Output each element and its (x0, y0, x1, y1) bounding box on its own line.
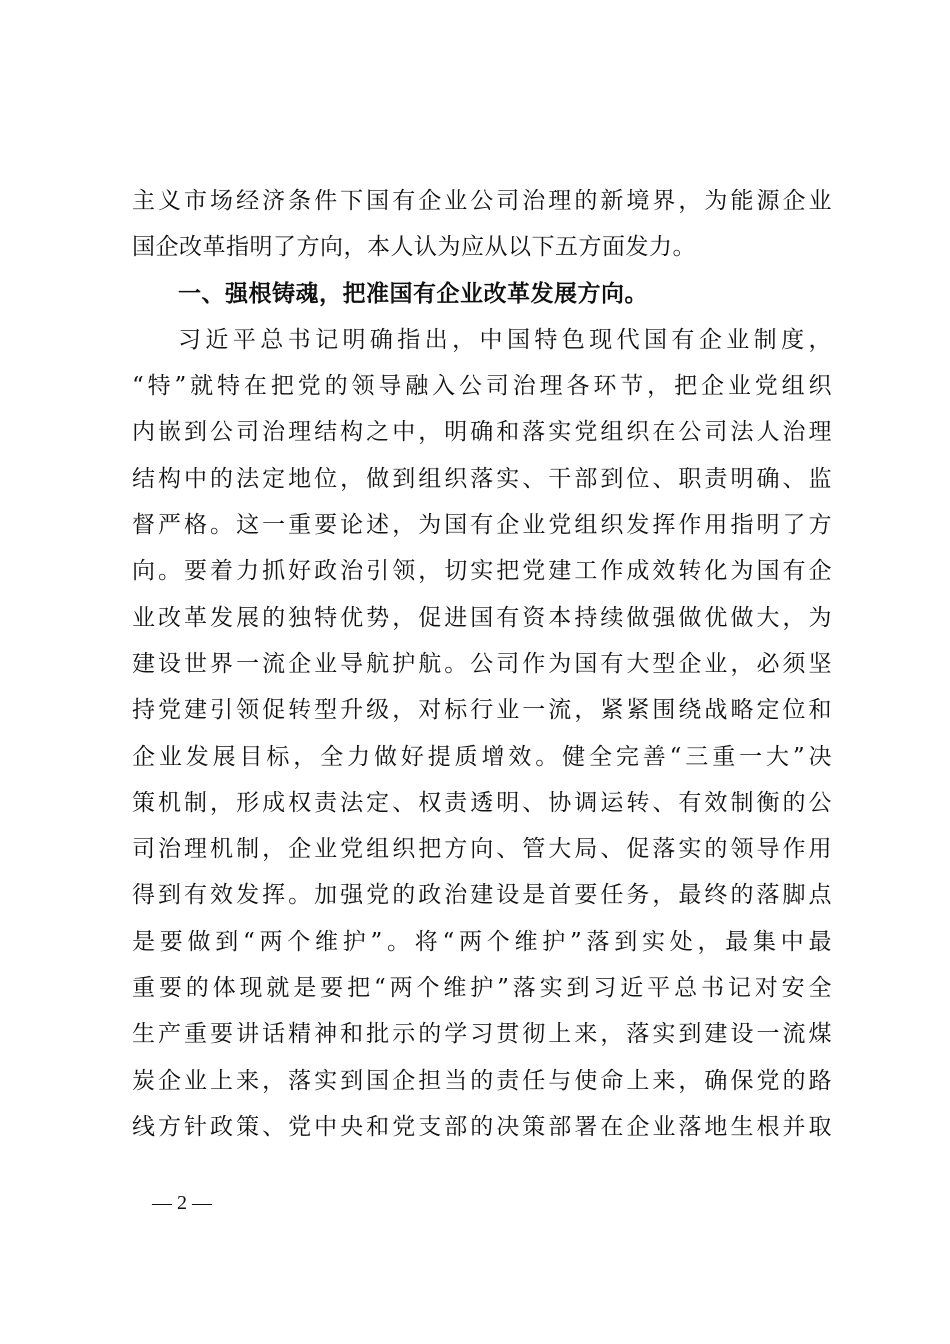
section-heading: 一、强根铸魂，把准国有企业改革发展方向。 (178, 280, 648, 307)
paragraph-line-14: 是要做到“两个维护”。将“两个维护”落到实处，最集中最 (132, 928, 832, 955)
paragraph-line-8: 建设世界一流企业导航护航。公司作为国有大型企业，必须坚 (132, 650, 832, 677)
paragraph-line-16: 生产重要讲话精神和批示的学习贯彻上来，落实到建设一流煤 (132, 1021, 832, 1048)
paragraph-line-17: 炭企业上来，落实到国企担当的责任与使命上来，确保党的路 (132, 1067, 832, 1094)
paragraph-line-15: 重要的体现就是要把“两个维护”落实到习近平总书记对安全 (132, 975, 832, 1002)
paragraph-line-5: 督严格。这一重要论述，为国有企业党组织发挥作用指明了方 (132, 512, 832, 539)
paragraph-line-4: 结构中的法定地位，做到组织落实、干部到位、职责明确、监 (132, 465, 832, 492)
paragraph-line-13: 得到有效发挥。加强党的政治建设是首要任务，最终的落脚点 (132, 882, 832, 909)
paragraph-line-6: 向。要着力抓好政治引领，切实把党建工作成效转化为国有企 (132, 558, 832, 585)
paragraph-line-1: 习近平总书记明确指出，中国特色现代国有企业制度， (178, 326, 832, 353)
paragraph-line-12: 司治理机制，企业党组织把方向、管大局、促落实的领导作用 (132, 836, 832, 863)
page-number: — 2 — (152, 1192, 212, 1214)
continuation-line-2: 国企改革指明了方向，本人认为应从以下五方面发力。 (132, 234, 696, 261)
paragraph-line-3: 内嵌到公司治理结构之中，明确和落实党组织在公司法人治理 (132, 419, 832, 446)
body-text (132, 178, 832, 1150)
paragraph-line-9: 持党建引领促转型升级，对标行业一流，紧紧围绕战略定位和 (132, 697, 832, 724)
paragraph-line-2: “特”就特在把党的领导融入公司治理各环节，把企业党组织 (132, 373, 832, 400)
paragraph-line-7: 业改革发展的独特优势，促进国有资本持续做强做优做大，为 (132, 604, 832, 631)
paragraph-line-18: 线方针政策、党中央和党支部的决策部署在企业落地生根并取 (132, 1113, 832, 1140)
continuation-line-1: 主义市场经济条件下国有企业公司治理的新境界，为能源企业 (132, 188, 832, 214)
paragraph-line-10: 企业发展目标，全力做好提质增效。健全完善“三重一大”决 (132, 743, 832, 770)
paragraph-line-11: 策机制，形成权责法定、权责透明、协调运转、有效制衡的公 (132, 789, 832, 816)
